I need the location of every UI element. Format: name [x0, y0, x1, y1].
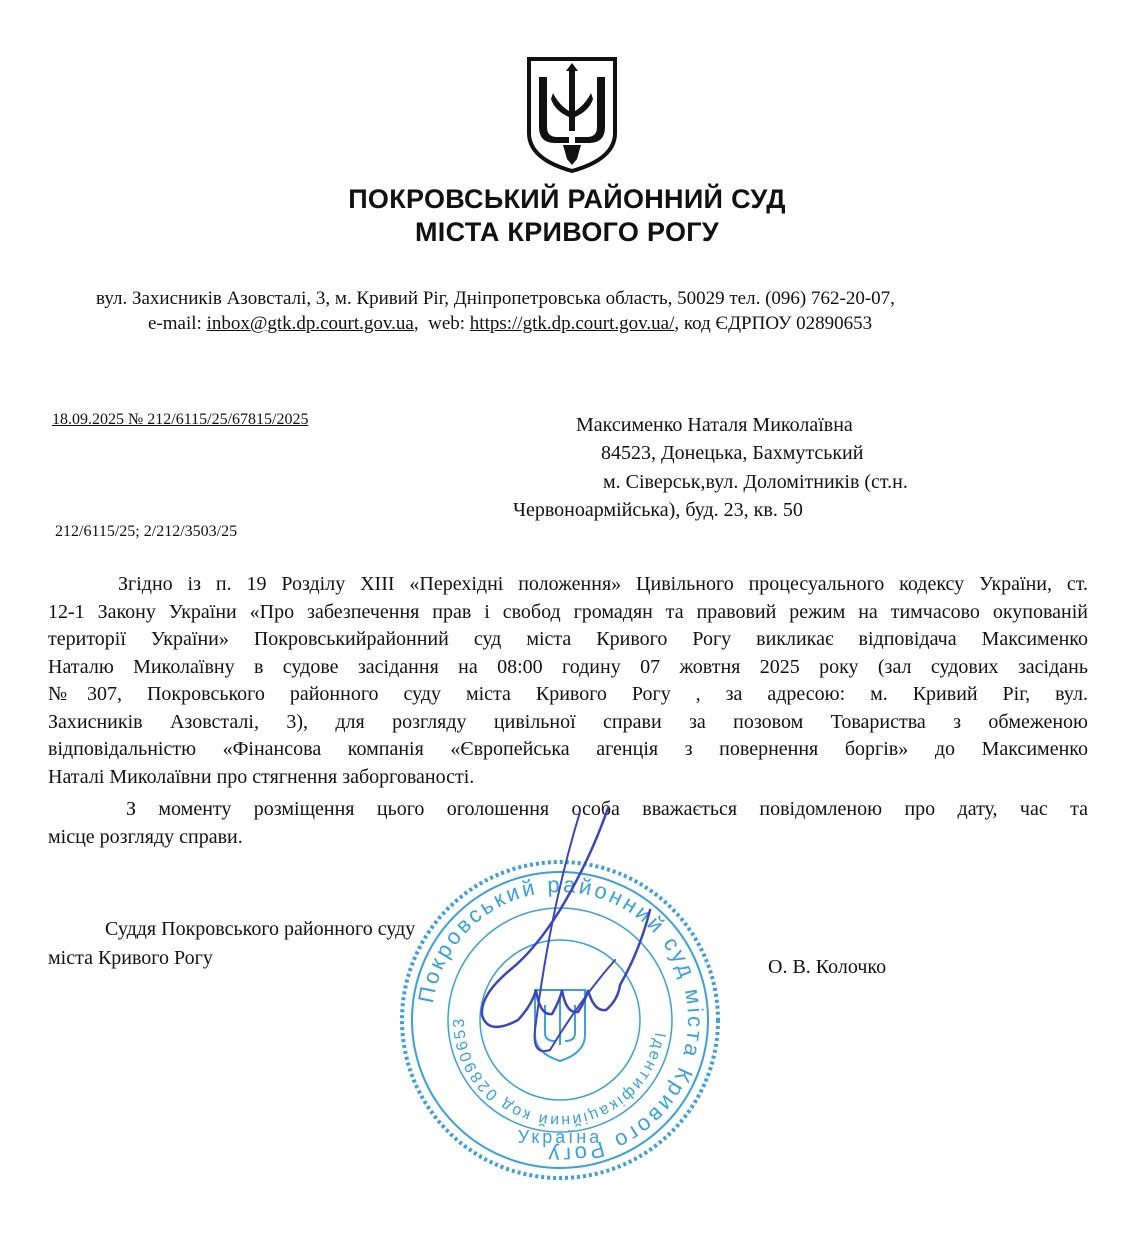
- paragraph-line: місце розгляду справи.: [48, 825, 243, 848]
- contact-line: e-mail: inbox@gtk.dp.court.gov.ua, web: https://gtk.dp.court.gov.ua/, код ЄДРПОУ 02890653: [148, 313, 873, 334]
- paragraph-line: Згідно із п. 19 Розділу ХІІІ «Перехідні положення» Цивільного процесуального кодексу України, ст.: [118, 573, 1088, 595]
- court-name-line1: ПОКРОВСЬКИЙ РАЙОННИЙ СУД: [348, 184, 786, 214]
- judge-title-line1: Суддя Покровського районного суду: [105, 918, 416, 940]
- notice-paragraph-1: [48, 571, 1088, 791]
- judge-name: О. В. Колочко: [768, 956, 887, 978]
- email-link[interactable]: inbox@gtk.dp.court.gov.ua: [206, 313, 414, 334]
- paragraph-line: території України» Покровськийрайонний суд міста Кривого Рогу викликає відповідача Максименко: [48, 628, 1088, 650]
- paragraph-line: Наталю Миколаївну в судове засідання на 08:00 годину 07 жовтня 2025 року (зал судових засідань: [48, 655, 1088, 678]
- recipient-address-line4: Червоноармійська), буд. 23, кв. 50: [513, 499, 803, 521]
- web-label: web:: [428, 313, 466, 334]
- paragraph-line: Наталі Миколаївни про стягнення заборгованості.: [48, 765, 475, 788]
- seal-outer-text: Покровський районний суд міста Кривого Рогу: [413, 871, 709, 1169]
- paragraph-line: №307, Покровського районного суду міста Кривого Рогу , за адресою: м. Кривий Ріг, вул.: [48, 683, 1088, 705]
- edrpou-code: , код ЄДРПОУ 02890653: [674, 313, 873, 334]
- recipient-name: Максименко Наталя Миколаївна: [576, 414, 853, 436]
- web-link[interactable]: https://gtk.dp.court.gov.ua/: [469, 313, 675, 334]
- paragraph-line: Захисників Азовсталі, 3), для розгляду цивільної справи за позовом Товариства з обмеженою: [48, 710, 1088, 733]
- recipient-address-line3: м. Сіверськ,вул. Доломітників (ст.н.: [603, 471, 908, 493]
- recipient-address-line2: 84523, Донецька, Бахмутський: [601, 442, 864, 464]
- paragraph-line: З моменту розміщення цього оголошення особа вважається повідомленою про дату, час та: [126, 798, 1088, 820]
- seal-bottom-text: Україна: [517, 1127, 603, 1147]
- seal-inner-text: Ідентифікаційний код 02890653: [450, 1016, 669, 1130]
- case-numbers: 212/6115/25; 2/212/3503/25: [55, 523, 238, 540]
- email-label: e-mail:: [148, 313, 202, 334]
- court-address: вул. Захисників Азовсталі, 3, м. Кривий Ріг, Дніпропетровська область, 50029 тел. (096) 762-20-07,: [96, 288, 895, 309]
- handwritten-signature: [440, 800, 660, 1070]
- trident-emblem-icon: [525, 55, 619, 175]
- paragraph-line: 12-1 Закону України «Про забезпечення прав і свобод громадян та правовий режим на тимчасово окупованій: [48, 600, 1088, 623]
- judge-title-line2: міста Кривого Рогу: [48, 947, 213, 969]
- outgoing-date-number: 18.09.2025 № 212/6115/25/67815/2025: [52, 411, 309, 428]
- paragraph-line: відповідальністю «Фінансова компанія «Європейська агенція з повернення боргів» до Максименко: [48, 738, 1088, 760]
- court-name-line2: МІСТА КРИВОГО РОГУ: [415, 217, 719, 247]
